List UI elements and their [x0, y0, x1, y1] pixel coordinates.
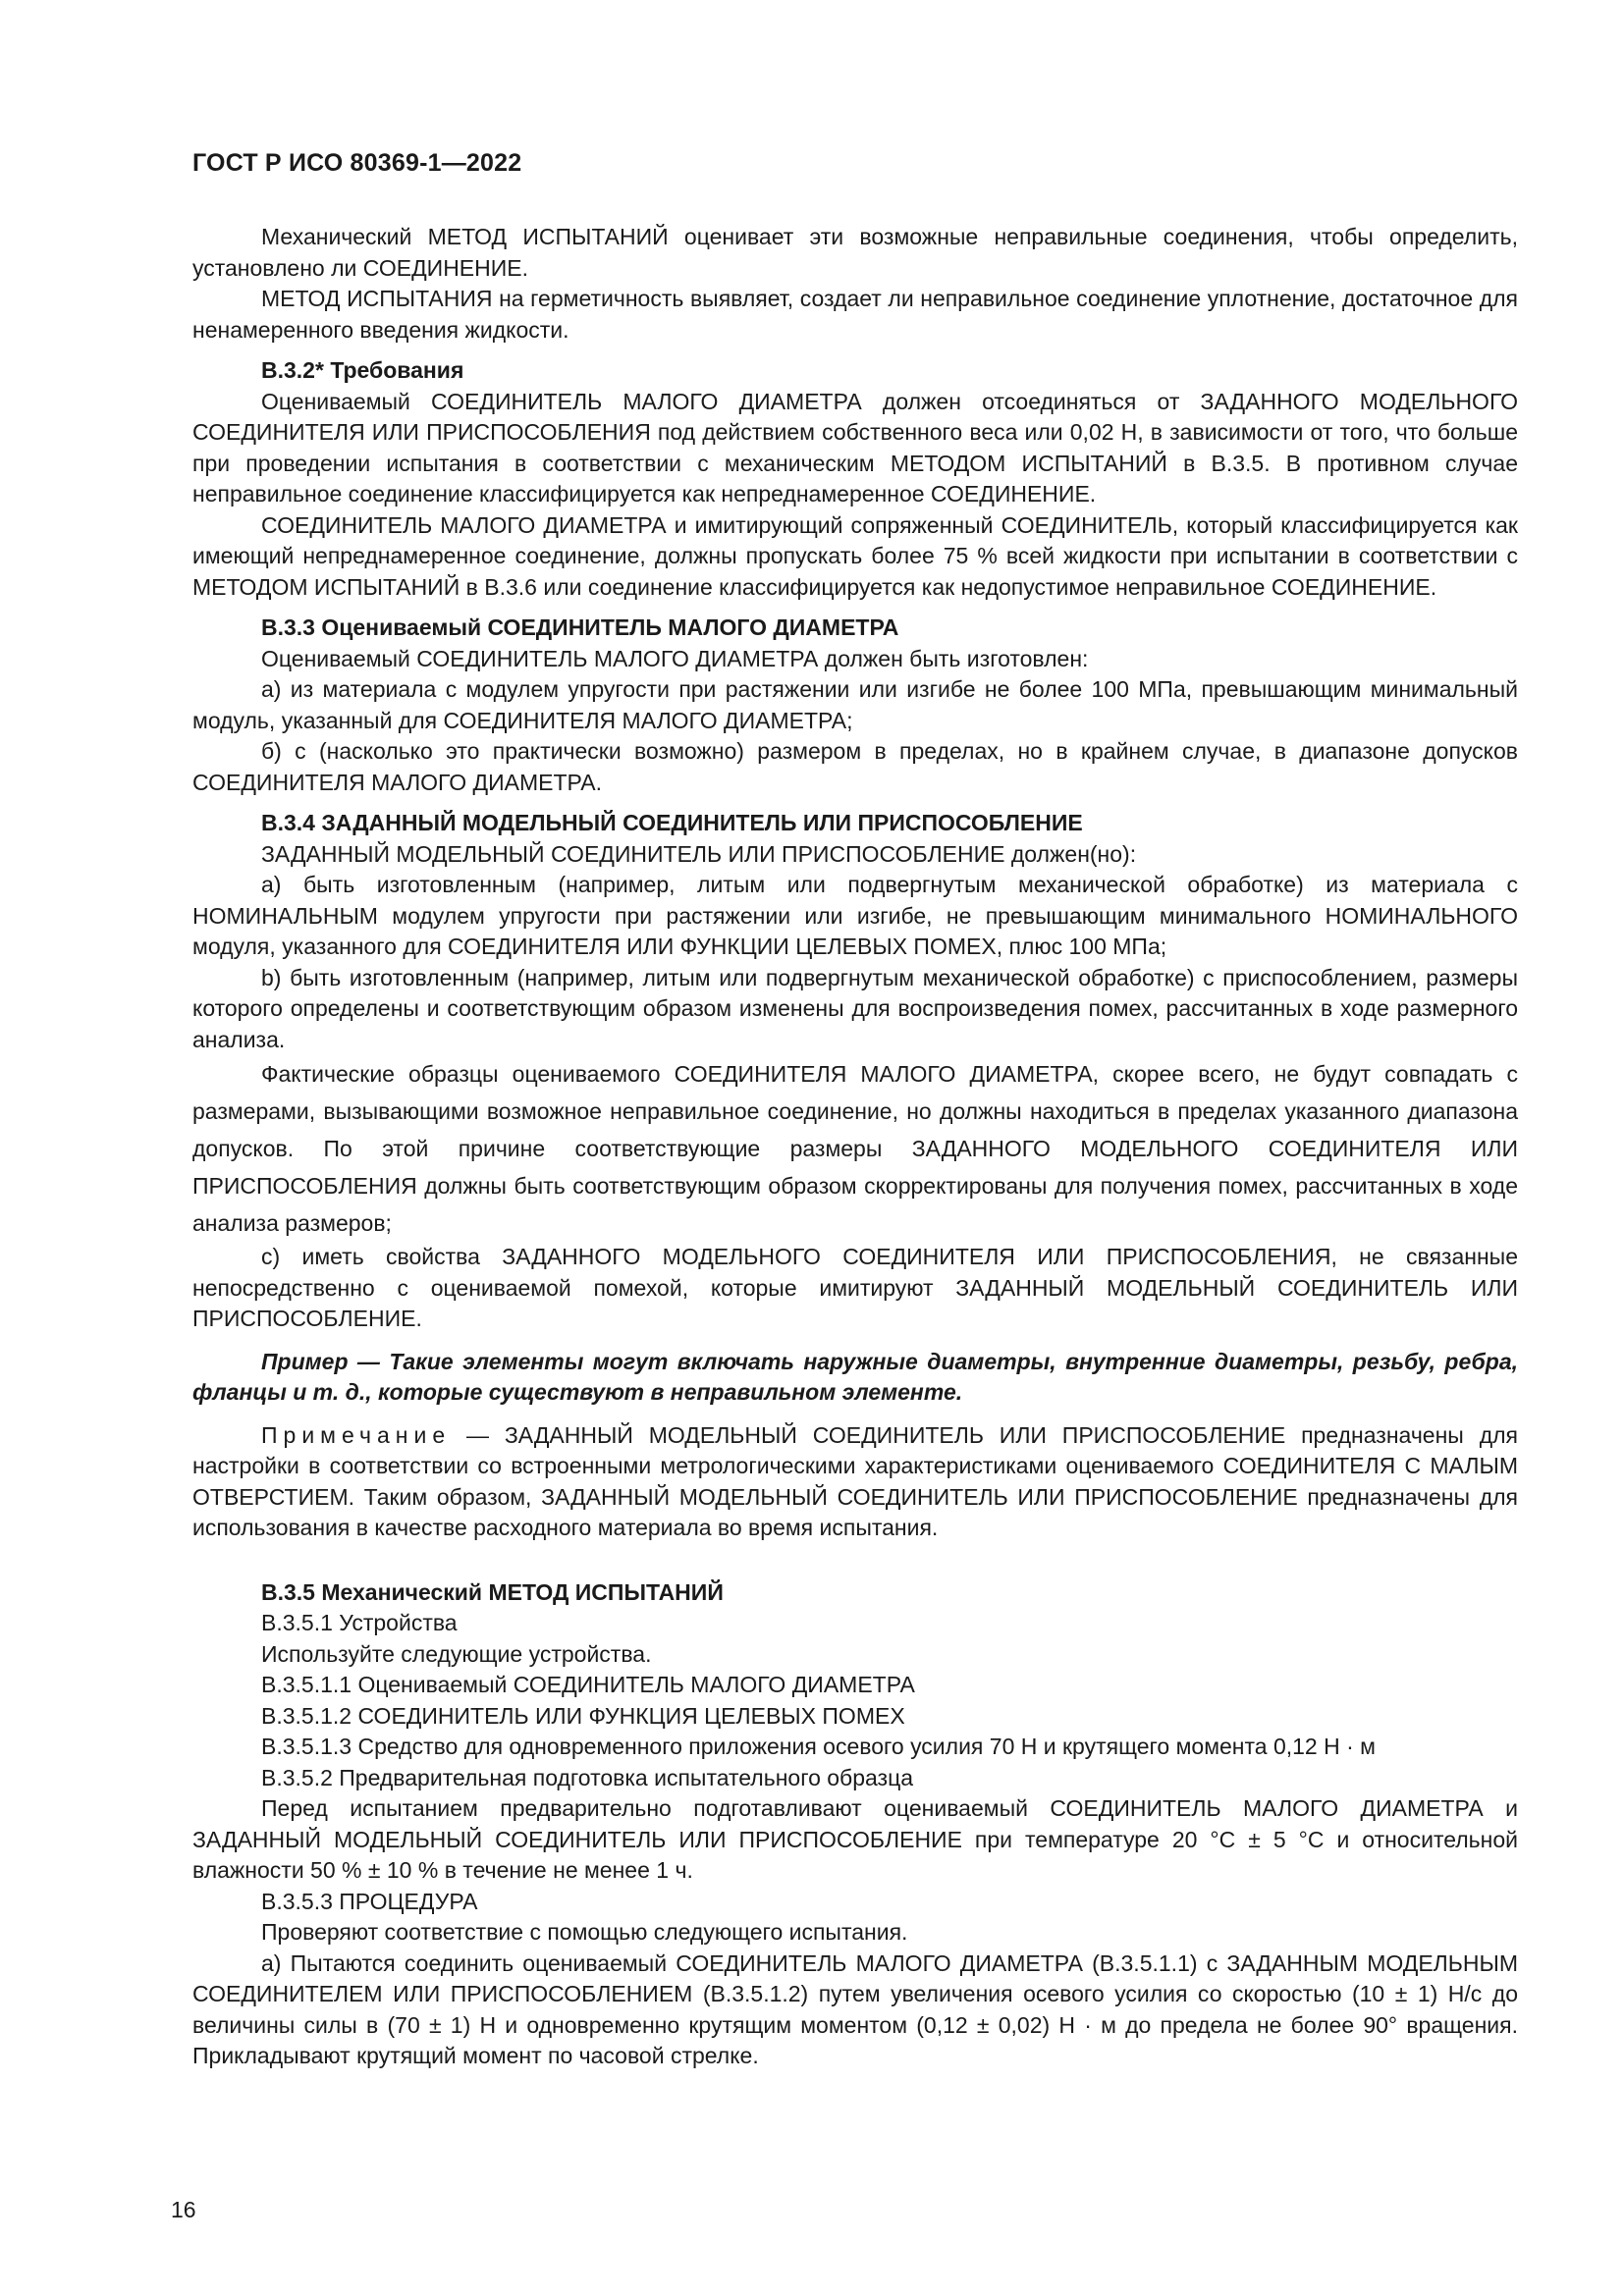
paragraph: ЗАДАННЫЙ МОДЕЛЬНЫЙ СОЕДИНИТЕЛЬ ИЛИ ПРИСПОСОБЛЕНИЕ должен(но): — [261, 840, 1137, 867]
paragraph: МЕТОД ИСПЫТАНИЯ на герметичность выявляет, создает ли неправильное соединение уплотнение, достаточное для ненамеренного введения жидкости. — [192, 286, 1518, 343]
list-item: а) Пытаются соединить оцениваемый СОЕДИНИТЕЛЬ МАЛОГО ДИАМЕТРА (В.3.5.1.1) с ЗАДАННЫМ МОДЕЛЬНЫМ СОЕДИНИТЕЛЕМ ИЛИ ПРИСПОСОБЛЕНИЕМ (В.3.5.1.2) путем увеличения осевого усилия со скоростью (10 ± 1) Н/с до величины силы в (70 ± 1) Н и одновременно крутящим моментом (0,12 ± 0,02) Н · м до предела не более 90° вращения. Прикладывают крутящий момент по часовой стрелке. — [192, 1949, 1518, 2068]
list-item: b) быть изготовленным (например, литым или подвергнутым механической обработке) с приспособлением, размеры которого определены и соответствующим образом изменены для воспроизведения помех, рассчитанных в ходе размерного анализа. — [192, 964, 1518, 1052]
paragraph: Используйте следующие устройства. — [261, 1640, 652, 1667]
paragraph: Оцениваемый СОЕДИНИТЕЛЬ МАЛОГО ДИАМЕТРА должен отсоединяться от ЗАДАННОГО МОДЕЛЬНОГО СОЕДИНИТЕЛЯ ИЛИ ПРИСПОСОБЛЕНИЯ под действием собственного веса или 0,02 Н, в зависимости от того, что больше при проведении испытания в соответствии с механическим МЕТОДОМ ИСПЫТАНИЙ в В.3.5. В противном случае неправильное соединение классифицируется как непреднамеренное СОЕДИНЕНИЕ. — [192, 388, 1518, 507]
paragraph: Перед испытанием предварительно подготавливают оцениваемый СОЕДИНИТЕЛЬ МАЛОГО ДИАМЕТРА и ЗАДАННЫЙ МОДЕЛЬНЫЙ СОЕДИНИТЕЛЬ ИЛИ ПРИСПОСОБЛЕНИЕ при температуре 20 °С ± 5 °С и относительной влажности 50 % ± 10 % в течение не менее 1 ч. — [192, 1795, 1518, 1883]
list-item: а) из материала с модулем упругости при растяжении или изгибе не более 100 МПа, превышающим минимальный модуль, указанный для СОЕДИНИТЕЛЯ МАЛОГО ДИАМЕТРА; — [192, 676, 1518, 733]
section-heading-b35: В.3.5 Механический МЕТОД ИСПЫТАНИЙ — [261, 1578, 724, 1605]
note-text: — ЗАДАННЫЙ МОДЕЛЬНЫЙ СОЕДИНИТЕЛЬ ИЛИ ПРИСПОСОБЛЕНИЕ предназначены для настройки в соответствии со встроенными метрологическими характеристиками оцениваемого СОЕДИНИТЕЛЯ С МАЛЫМ ОТВЕРСТИЕМ. Таким образом, ЗАДАННЫЙ МОДЕЛЬНЫЙ СОЕДИНИТЕЛЬ ИЛИ ПРИСПОСОБЛЕНИЕ предназначены для использования в качестве расходного материала во время испытания. — [192, 1421, 1518, 1540]
document-header: ГОСТ Р ИСО 80369-1—2022 — [192, 149, 522, 177]
page-content — [192, 222, 1518, 2072]
subsection-title: В.3.5.2 Предварительная подготовка испытательного образца — [261, 1764, 914, 1790]
note-paragraph — [192, 1420, 1518, 1544]
paragraph: Фактические образцы оцениваемого СОЕДИНИТЕЛЯ МАЛОГО ДИАМЕТРА, скорее всего, не будут совпадать с размерами, вызывающими возможное неправильное соединение, но должны находиться в пределах указанного диапазона допусков. По этой причине соответствующие размеры ЗАДАННОГО МОДЕЛЬНОГО СОЕДИНИТЕЛЯ ИЛИ ПРИСПОСОБЛЕНИЯ должны быть соответствующим образом скорректированы для получения помех, рассчитанных в ходе анализа размеров; — [192, 1061, 1518, 1236]
note-label: Примечание — [261, 1421, 452, 1448]
subsection-title: В.3.5.3 ПРОЦЕДУРА — [261, 1888, 478, 1914]
list-item: а) быть изготовленным (например, литым или подвергнутым механической обработке) из материала с НОМИНАЛЬНЫМ модулем упругости при растяжении или изгибе, не превышающим минимального НОМИНАЛЬНОГО модуля, указанного для СОЕДИНИТЕЛЯ ИЛИ ФУНКЦИИ ЦЕЛЕВЫХ ПОМЕХ, плюс 100 МПа; — [192, 872, 1518, 959]
list-item: В.3.5.1.3 Средство для одновременного приложения осевого усилия 70 Н и крутящего момента 0,12 Н · м — [261, 1734, 1376, 1759]
list-item: В.3.5.1.2 СОЕДИНИТЕЛЬ ИЛИ ФУНКЦИЯ ЦЕЛЕВЫХ ПОМЕХ — [261, 1702, 905, 1729]
section-heading-b32: В.3.2* Требования — [261, 357, 464, 383]
paragraph: Механический МЕТОД ИСПЫТАНИЙ оценивает эти возможные неправильные соединения, чтобы определить, установлено ли СОЕДИНЕНИЕ. — [192, 224, 1518, 281]
paragraph: СОЕДИНИТЕЛЬ МАЛОГО ДИАМЕТРА и имитирующий сопряженный СОЕДИНИТЕЛЬ, который классифицируется как имеющий непреднамеренное соединение, должны пропускать более 75 % всей жидкости при испытании в соответствии с МЕТОДОМ ИСПЫТАНИЙ в В.3.6 или соединение классифицируется как недопустимое неправильное СОЕДИНЕНИЕ. — [192, 511, 1518, 600]
list-item: В.3.5.1.1 Оцениваемый СОЕДИНИТЕЛЬ МАЛОГО ДИАМЕТРА — [261, 1672, 915, 1697]
section-heading-b34: В.3.4 ЗАДАННЫЙ МОДЕЛЬНЫЙ СОЕДИНИТЕЛЬ ИЛИ ПРИСПОСОБЛЕНИЕ — [261, 810, 1083, 835]
subsection-title: В.3.5.1 Устройства — [261, 1610, 458, 1635]
list-item: c) иметь свойства ЗАДАННОГО МОДЕЛЬНОГО СОЕДИНИТЕЛЯ ИЛИ ПРИСПОСОБЛЕНИЯ, не связанные непосредственно с оцениваемой помехой, которые имитируют ЗАДАННЫЙ МОДЕЛЬНЫЙ СОЕДИНИТЕЛЬ ИЛИ ПРИСПОСОБЛЕНИЕ. — [192, 1244, 1518, 1331]
example-text: Пример — Такие элементы могут включать наружные диаметры, внутренние диаметры, резьбу, ребра, фланцы и т. д., которые существуют в неправильном элементе. — [192, 1348, 1518, 1405]
list-item: б) с (насколько это практически возможно) размером в пределах, но в крайнем случае, в диапазоне допусков СОЕДИНИТЕЛЯ МАЛОГО ДИАМЕТРА. — [192, 738, 1518, 795]
paragraph: Проверяют соответствие с помощью следующего испытания. — [261, 1919, 908, 1945]
section-heading-b33: В.3.3 Оцениваемый СОЕДИНИТЕЛЬ МАЛОГО ДИАМЕТРА — [261, 614, 899, 640]
paragraph: Оцениваемый СОЕДИНИТЕЛЬ МАЛОГО ДИАМЕТРА должен быть изготовлен: — [261, 645, 1089, 671]
page-number: 16 — [171, 2197, 196, 2222]
